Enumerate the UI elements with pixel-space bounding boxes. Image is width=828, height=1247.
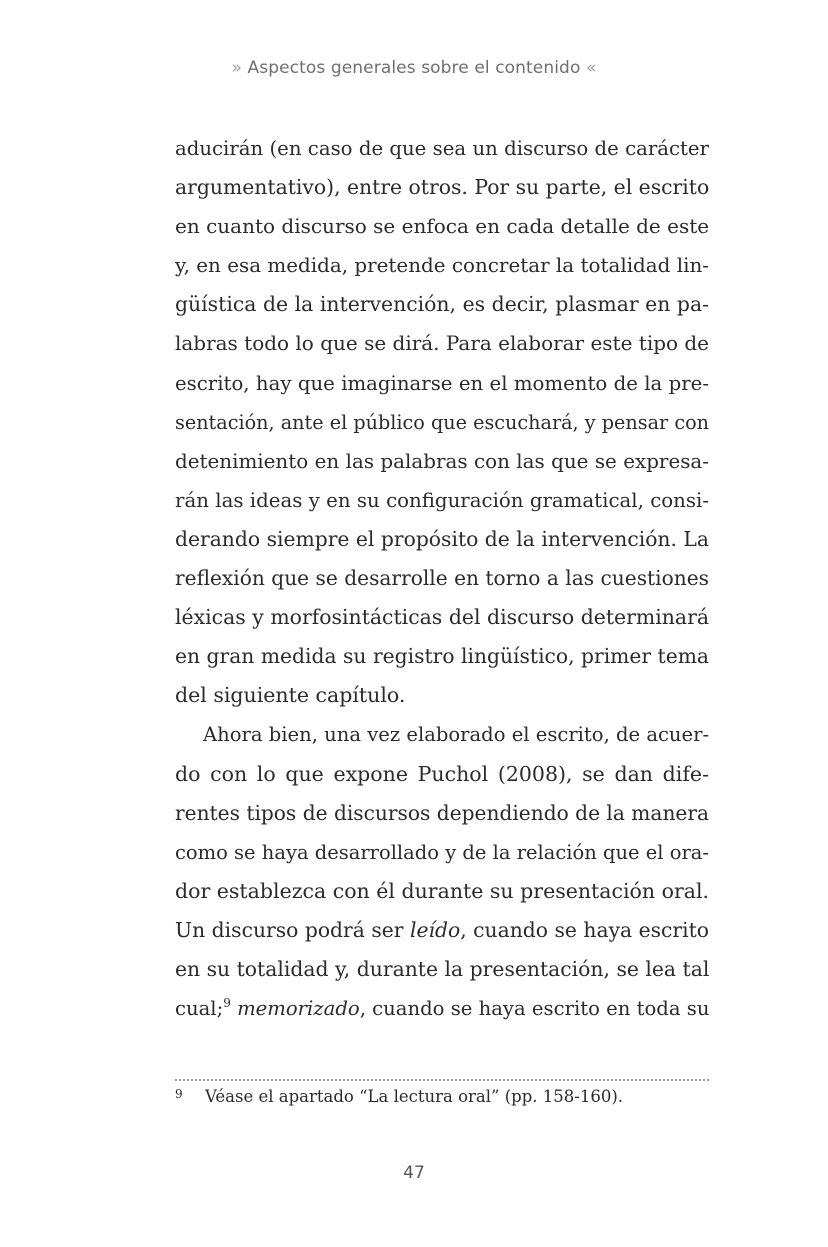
text-line: del siguiente capítulo. [175,683,406,708]
page-number: 47 [403,1163,425,1183]
line-segment: Un discurso podrá ser [175,917,410,942]
footnote-divider [175,1079,709,1081]
text-line: léxicas y morfosintácticas del discurso determinará [175,605,709,630]
text-line: y, en esa medida, pretende concretar la totalidad lin- [175,254,709,278]
body-text [175,129,709,1028]
text-line: rentes tipos de discursos dependiendo de la manera [175,800,709,825]
italic-term-leido: leído [409,917,461,942]
text-line: como se haya desarrollado y de la relación que el ora- [175,840,709,864]
text-line: güística de la intervención, es decir, plasmar en pa- [175,292,709,317]
paragraph-1 [175,129,709,715]
header-title: Aspectos generales sobre el contenido [247,58,581,78]
text-line: Ahora bien, una vez elaborado el escrito, de acuer- [203,723,710,747]
text-line: en gran medida su registro lingüístico, primer tema [175,644,709,669]
running-header [0,58,828,78]
text-line: argumentativo), entre otros. Por su parte, el escrito [175,175,710,200]
paragraph-2 [175,715,709,1028]
text-line [175,989,709,1028]
footnote-text: Véase el apartado “La lectura oral” (pp. 158-160). [205,1087,623,1106]
line-segment: , cuando se haya escrito [460,917,709,942]
text-line: detenimiento en las palabras con las que se expresa- [175,449,709,473]
text-line: en su totalidad y, durante la presentación, se lea tal [175,956,710,981]
text-line [175,911,709,950]
text-line: derando siempre el propósito de la intervención. La [175,526,709,551]
text-line: aducirán (en caso de que sea un discurso de carácter [175,137,709,160]
text-line: dor establezca con él durante su presentación oral. [175,878,710,903]
italic-term-memorizado: memorizado [237,997,360,1021]
text-line: do con lo que expone Puchol (2008), se dan dife- [175,761,709,786]
header-right-mark: « [585,58,597,78]
footnote-reference[interactable]: 9 [223,996,231,1011]
text-line: sentación, ante el público que escuchará, y pensar con [175,410,709,434]
text-line: reflexión que se desarrolle en torno a las cuestiones [175,566,709,591]
line-segment: , cuando se haya escrito en toda su [359,997,710,1021]
text-line: labras todo lo que se dirá. Para elaborar este tipo de [175,331,709,356]
text-line: rán las ideas y en su configuración gramatical, consi- [175,488,709,512]
footnote-number: 9 [175,1087,183,1101]
line-segment: cual; [175,997,224,1021]
text-line: escrito, hay que imaginarse en el momento de la pre- [175,371,709,395]
text-line: en cuanto discurso se enfoca en cada detalle de este [175,214,710,239]
header-left-mark: » [231,58,243,78]
